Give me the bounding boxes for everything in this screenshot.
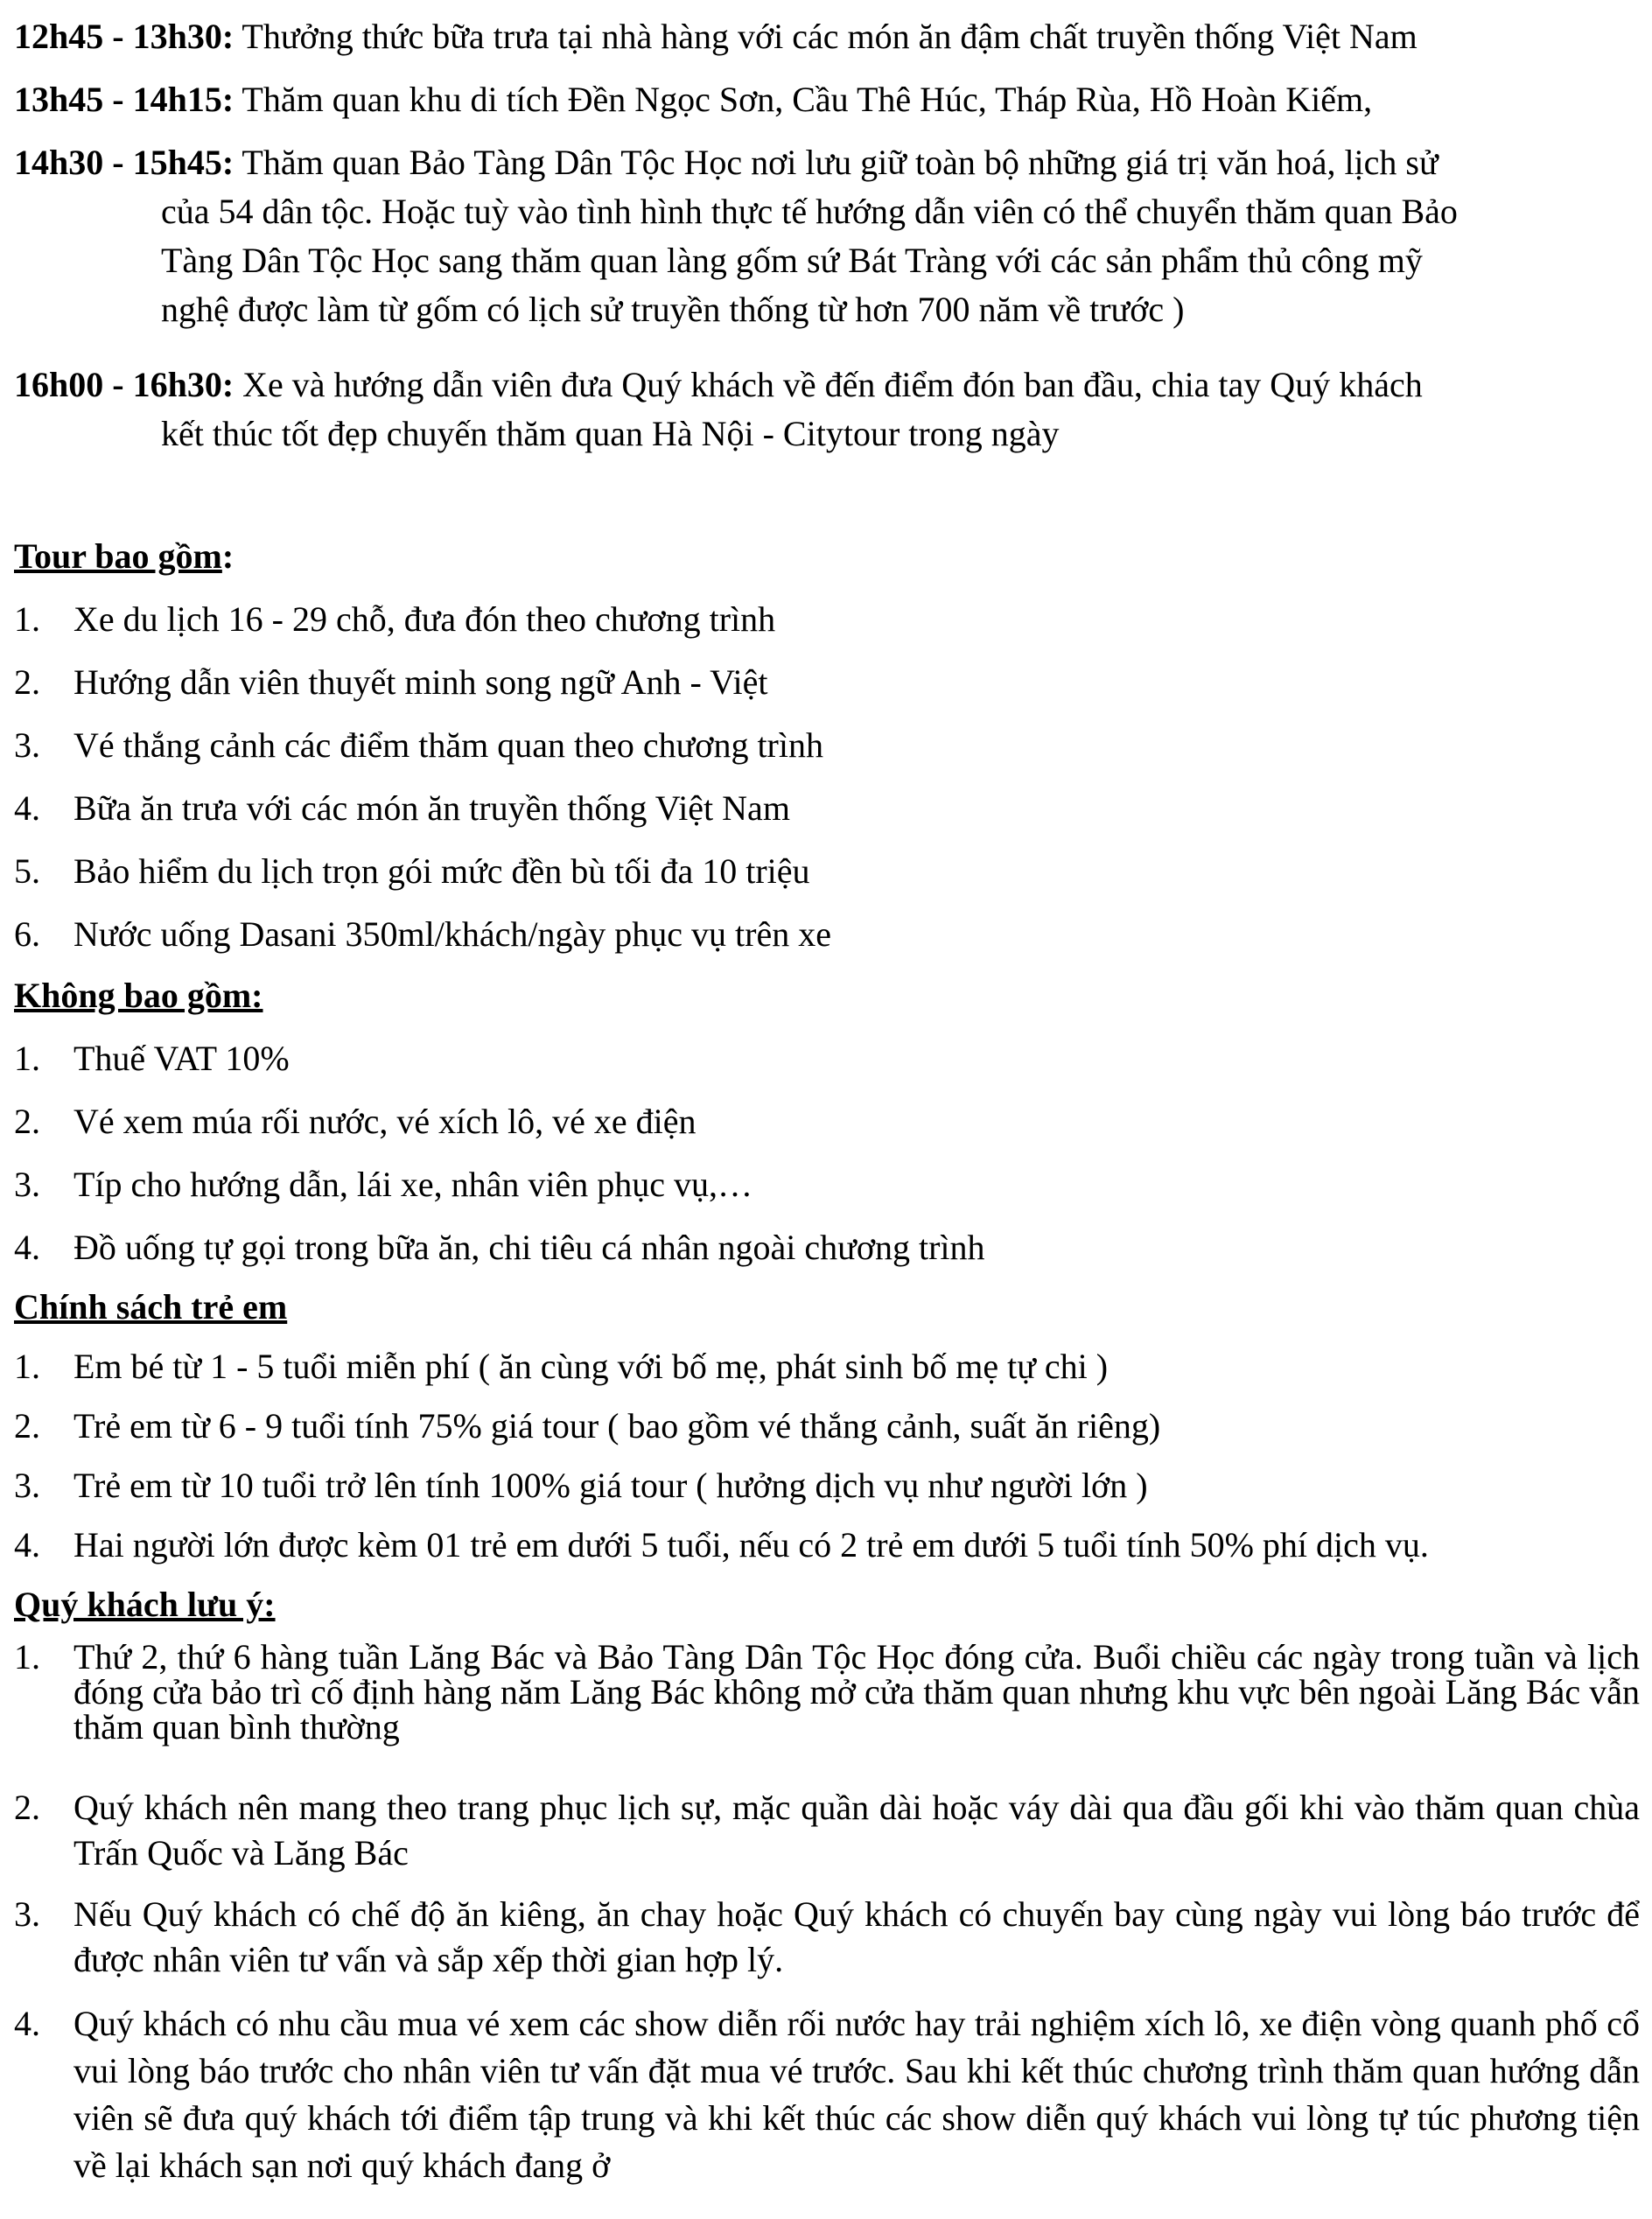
list-item: 2. Quý khách nên mang theo trang phục lịch sự, mặc quần dài hoặc váy dài qua đầu gối khi vào thăm quan chùa Trấn Quốc và Lăng Bác bbox=[14, 1788, 1640, 1872]
list-item: 2. Hướng dẫn viên thuyết minh song ngữ Anh - Việt bbox=[14, 662, 768, 702]
schedule-text-continued: kết thúc tốt đẹp chuyến thăm quan Hà Nội - Citytour trong ngày bbox=[161, 414, 1060, 453]
list-item: 5. Bảo hiểm du lịch trọn gói mức đền bù tối đa 10 triệu bbox=[14, 851, 810, 891]
list-item: 2. Vé xem múa rối nước, vé xích lô, vé xe điện bbox=[14, 1102, 696, 1141]
list-item: 3. Nếu Quý khách có chế độ ăn kiêng, ăn chay hoặc Quý khách có chuyến bay cùng ngày vui lòng báo trước để được nhân viên tư vấn và sắp xếp thời gian hợp lý. bbox=[14, 1894, 1640, 1979]
schedule-entry-3 bbox=[14, 138, 1640, 334]
children-policy-heading: Chính sách trẻ em bbox=[14, 1287, 288, 1326]
schedule-entry-4 bbox=[14, 360, 1640, 458]
schedule-time: 12h45 - 13h30: bbox=[14, 17, 234, 56]
schedule-text: Thưởng thức bữa trưa tại nhà hàng với các món ăn đậm chất truyền thống Việt Nam bbox=[242, 17, 1418, 56]
schedule-text: Thăm quan khu di tích Đền Ngọc Sơn, Cầu Thê Húc, Tháp Rùa, Hồ Hoàn Kiếm, bbox=[242, 80, 1373, 119]
list-item: 1. Em bé từ 1 - 5 tuổi miễn phí ( ăn cùng với bố mẹ, phát sinh bố mẹ tự chi ) bbox=[14, 1347, 1109, 1386]
list-item: 4. Đồ uống tự gọi trong bữa ăn, chi tiêu cá nhân ngoài chương trình bbox=[14, 1228, 985, 1267]
schedule-entry-2 bbox=[14, 75, 1640, 124]
list-item: 4. Quý khách có nhu cầu mua vé xem các show diễn rối nước hay trải nghiệm xích lô, xe điện vòng quanh phố cổ vui lòng báo trước cho nhân viên tư vấn đặt mua vé trước. Sau khi kết thúc chương trình thăm quan hướng dẫn viên sẽ đưa quý khách tới điểm tập trung và khi kết thúc các show diễn quý khách vui lòng tự túc phương tiện về lại khách sạn nơi quý khách đang ở bbox=[14, 2004, 1640, 2185]
list-item: 1. Xe du lịch 16 - 29 chỗ, đưa đón theo chương trình bbox=[14, 599, 776, 639]
schedule-time: 13h45 - 14h15: bbox=[14, 80, 234, 119]
list-item: 3. Trẻ em từ 10 tuổi trở lên tính 100% giá tour ( hưởng dịch vụ như người lớn ) bbox=[14, 1466, 1148, 1505]
schedule-text-continued: của 54 dân tộc. Hoặc tuỳ vào tình hình thực tế hướng dẫn viên có thể chuyển thăm quan Bảo bbox=[161, 192, 1458, 231]
list-item: 4. Hai người lớn được kèm 01 trẻ em dưới 5 tuổi, nếu có 2 trẻ em dưới 5 tuổi tính 50% phí dịch vụ. bbox=[14, 1525, 1429, 1564]
list-item: 3. Vé thắng cảnh các điểm thăm quan theo chương trình bbox=[14, 725, 823, 765]
included-heading: Tour bao gồm: bbox=[14, 536, 234, 576]
schedule-text: Xe và hướng dẫn viên đưa Quý khách về đến điểm đón ban đầu, chia tay Quý khách bbox=[242, 365, 1423, 404]
list-item: 1. Thuế VAT 10% bbox=[14, 1039, 290, 1078]
list-item: 4. Bữa ăn trưa với các món ăn truyền thống Việt Nam bbox=[14, 788, 790, 828]
excluded-heading: Không bao gồm: bbox=[14, 976, 263, 1015]
list-item: 6. Nước uống Dasani 350ml/khách/ngày phục vụ trên xe bbox=[14, 914, 831, 954]
list-item: 2. Trẻ em từ 6 - 9 tuổi tính 75% giá tour ( bao gồm vé thắng cảnh, suất ăn riêng) bbox=[14, 1406, 1161, 1446]
list-item: 3. Típ cho hướng dẫn, lái xe, nhân viên phục vụ,… bbox=[14, 1165, 752, 1204]
schedule-time: 16h00 - 16h30: bbox=[14, 365, 234, 404]
schedule-entry-1 bbox=[14, 12, 1640, 61]
schedule-text-continued: nghệ được làm từ gốm có lịch sử truyền thống từ hơn 700 năm về trước ) bbox=[161, 290, 1185, 329]
schedule-time: 14h30 - 15h45: bbox=[14, 143, 234, 182]
schedule-text: Thăm quan Bảo Tàng Dân Tộc Học nơi lưu giữ toàn bộ những giá trị văn hoá, lịch sử bbox=[242, 143, 1438, 182]
list-item: 1. Thứ 2, thứ 6 hàng tuần Lăng Bác và Bảo Tàng Dân Tộc Học đóng cửa. Buổi chiều các ngày trong tuần và lịch đóng cửa bảo trì cố định hàng năm Lăng Bác không mở cửa thăm quan nhưng khu vực bên ngoài Lăng Bác vẫn thăm quan bình thường bbox=[14, 1637, 1640, 1746]
notes-heading: Quý khách lưu ý: bbox=[14, 1585, 276, 1624]
schedule-text-continued: Tàng Dân Tộc Học sang thăm quan làng gốm sứ Bát Tràng với các sản phẩm thủ công mỹ bbox=[161, 241, 1423, 280]
